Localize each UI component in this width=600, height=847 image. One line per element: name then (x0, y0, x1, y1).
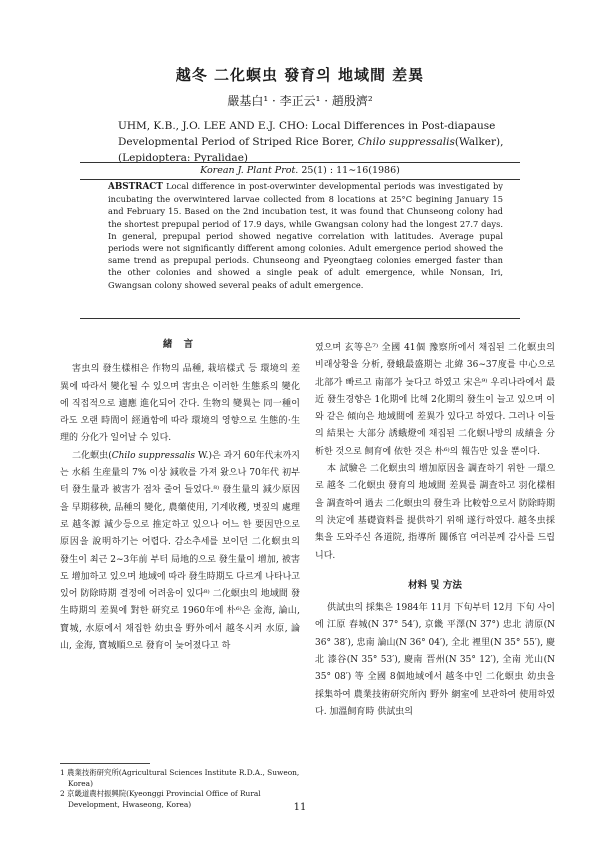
footnote-2: 2 京畿道農村振興院(Kyeonggi Provincial Office of Rural Development, Hwaseong, Korea) (60, 789, 261, 809)
abstract-label: ABSTRACT (108, 182, 163, 192)
left-column (60, 334, 300, 655)
abstract-rule (80, 318, 520, 319)
intro-p2-species: Chilo suppressalis (111, 450, 196, 461)
journal-citation (0, 165, 600, 176)
introduction-heading: 緒 言 (162, 339, 198, 350)
methods-paragraph-1: 供試虫의 採集은 1984年 11月 下旬부터 12月 下旬 사이에 江原 春城(N 37° 54′), 京畿 平澤(N 37°) 忠北 淸原(N 36° 38′), 忠南 論山(N 36° 04′), 全北 裡里(N 35° 55′), 慶北 漆谷(N 35° 53′), 慶南 晋州(N 35° 12′), 全南 光山(N 35° 08′) 等 全國 8個地域에서 越冬中인 二化螟虫 幼虫을 採集하여 農業技術研究所內 野外 網室에 보관하여 使用하였다. 加溫飼育時 供試虫의 (315, 603, 555, 717)
journal-rule-top (80, 162, 520, 163)
footnote-rule (60, 763, 150, 764)
english-title-text: Local Differences in Post-diapause Developmental Period of Striped Rice Borer, (118, 120, 496, 148)
methods-heading: 材料 및 方法 (408, 579, 462, 591)
english-title-after: (Walker), (Lepidoptera: Pyralidae) (118, 136, 504, 164)
journal-name: Korean J. Plant Prot. (200, 165, 299, 176)
journal-volume: 25(1) : 11∼16(1986) (301, 165, 400, 176)
intro-p2-rest: W.)은 과거 60年代末까지는 水稻 生産量의 7% 이상 減收를 가져 왔으나 70年代 初부터 發生量과 被害가 점차 줄어 들었다.⁸⁾ 發生量의 減少原因을 早期移秧, 品種의 變化, 農藥使用, 기계收穫, 볏짚의 處理로 越冬源 減少등으로 推定하고 있으나 어느 한 要因만으로 原因을 說明하기는 어렵다. 감소추세를 보이던 二化螟虫의 發生이 최근 2∼3年前 부터 局地的으로 發生量이 增加, 被害도 增加하고 있으며 地域에 따라 發生時期도 다르게 나타나고 있어 防除時期 결정에 어려움이 있다⁸⁾ 二化螟虫의 地域間 發生時期의 差異에 對한 研究로 1960年에 朴⁶⁾은 金海, 論山, 寶城, 水原에서 채집한 幼虫을 野外에서 越冬시켜 水原, 論山, 金海, 寶城順으로 發育이 늦어졌다고 하 (60, 450, 300, 652)
abstract (108, 180, 503, 291)
right-paragraph-1: 였으며 玄等은⁷⁾ 全國 41個 豫察所에서 채집된 二化螟虫의 비래상황을 分析, 發蛾最盛期는 北緯 36∼37度를 中心으로 北部가 빠르고 南部가 늦다고 하였고 宋은⁹⁾ 우리나라에서 最近 發生경향은 1化期에 比해 2化期의 發生이 늘고 있으며 이와 같은 傾向은 地域間에 差異가 있다고 하였다. 그러나 이들의 結果는 大部分 誘蛾燈에 채집된 二化螟나방의 成績을 分析한 것으로 飼育에 依한 것은 朴⁶⁾의 報告만 있을 뿐이다. (315, 343, 555, 457)
abstract-text: Local difference in post-overwinter developmental periods was investigated by incubating the overwintered larvae collected from 8 locations at 25°C begining January 15 and February 15. Based on the 2nd incubation test, it was found that Chunseong colony had the shortest prepupal period of 17.9 days, while Gwangsan colony had the longest 27.7 days. In general, prepupal period showed negative correlation with latitudes. Average pupal periods were not significantly different among colonies. Adult emergence period showed the same trend as prepupal periods. Chunseong and Pyeongtaeg colonies emerged faster than the other colonies and showed a single peak of adult emergence, while Nonsan, Iri, Gwangsan colony showed several peaks of adult emergence. (108, 181, 503, 290)
page-number: 11 (293, 802, 307, 813)
english-authors: UHM, K.B., J.O. LEE AND E.J. CHO: (118, 120, 309, 132)
footnote-1: 1 農業技術研究所(Agricultural Sciences Institute R.D.A., Suweon, Korea) (60, 768, 300, 788)
english-title-block (118, 118, 518, 166)
intro-paragraph-1: 害虫의 發生樣相은 作物의 品種, 栽培樣式 등 環境의 差異에 따라서 變化될 수 있으며 害虫은 이러한 生態系의 變化에 직접적으로 適應 進化되어 간다. 生物의 變異는 同一種이라도 오랜 時間이 經過함에 따라 環境의 영향으로 生態的·生理的 分化가 일어날 수 있다. (60, 364, 300, 444)
intro-paragraph-2 (60, 448, 300, 656)
english-title-species: Chilo suppressalis (357, 136, 455, 148)
paper-authors: 嚴基白¹ · 李正云¹ · 趙殷濟² (227, 94, 373, 108)
right-paragraph-2: 本 試驗은 二化螟虫의 增加原因을 調査하기 위한 一環으로 越冬 二化螟虫 發育의 地域間 差異를 調査하고 羽化樣相을 調査하여 過去 二化螟虫의 發生과 比較함으로서 防除時期의 決定에 基礎資料를 提供하기 위해 遂行하였다. 越冬虫採集을 도와주신 各道院, 指導所 關係官 여러분께 감사를 드립니다. (315, 464, 555, 561)
right-column (315, 340, 555, 721)
paper-title: 越冬 二化螟虫 發育의 地域間 差異 (175, 66, 425, 84)
intro-p2-prefix: 二化螟虫( (72, 450, 112, 461)
